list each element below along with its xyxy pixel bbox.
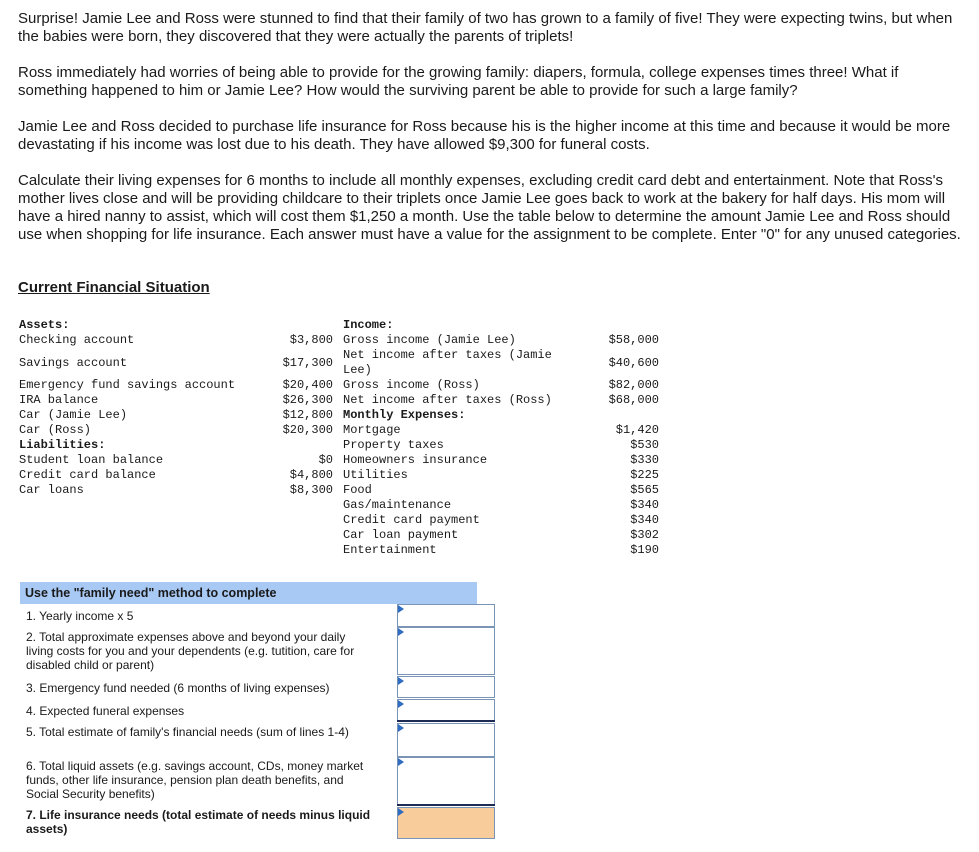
worksheet-header	[20, 582, 477, 604]
funeral-expenses-input[interactable]	[397, 699, 495, 721]
income-value: $82,000	[608, 378, 659, 392]
input-flag-icon	[398, 700, 404, 708]
asset-value: $20,300	[282, 423, 333, 437]
asset-value: $3,800	[289, 333, 333, 347]
expense-value: $565	[630, 483, 659, 497]
liabilities-heading: Liabilities:	[19, 438, 106, 452]
asset-label: IRA balance	[19, 393, 99, 407]
expense-value: $225	[630, 468, 659, 482]
income-heading: Income:	[343, 318, 394, 332]
total-needs-input[interactable]	[397, 723, 495, 757]
input-flag-icon	[398, 758, 404, 766]
worksheet-line-label: 4. Expected funeral expenses	[26, 704, 185, 718]
liquid-assets-input[interactable]	[397, 757, 495, 805]
yearly-income-x5-input[interactable]	[397, 604, 495, 627]
input-flag-icon	[398, 628, 404, 636]
life-insurance-needs-input[interactable]	[397, 807, 495, 839]
subtotal-divider	[397, 720, 495, 722]
monthly-expenses-heading: Monthly Expenses:	[343, 408, 466, 422]
expense-label: Credit card payment	[343, 513, 480, 527]
income-value: $40,600	[608, 356, 659, 370]
liability-value: $0	[318, 453, 333, 467]
input-flag-icon	[398, 677, 404, 685]
income-label: Net income after taxes (Ross)	[343, 393, 552, 407]
family-need-worksheet	[20, 582, 477, 840]
input-flag-icon	[398, 808, 404, 816]
expense-label: Property taxes	[343, 438, 444, 452]
worksheet-line-label: 3. Emergency fund needed (6 months of living expenses)	[26, 681, 330, 695]
assets-heading: Assets:	[19, 318, 70, 332]
expense-value: $190	[630, 543, 659, 557]
asset-label: Car (Ross)	[19, 423, 92, 437]
liability-label: Car loans	[19, 483, 84, 497]
worksheet-line-label: 7. Life insurance needs (total estimate of needs minus liquid assets)	[26, 808, 371, 836]
asset-label: Checking account	[19, 333, 135, 347]
worksheet-line-label: 1. Yearly income x 5	[26, 609, 134, 623]
income-value: $68,000	[608, 393, 659, 407]
section-title: Current Financial Situation	[18, 279, 210, 296]
expense-value: $340	[630, 513, 659, 527]
worksheet-line-label: 2. Total approximate expenses above and beyond your daily living costs for you and your dependents (e.g. tutition, care for disabled child or parent)	[26, 630, 355, 672]
expense-value: $330	[630, 453, 659, 467]
expense-label: Homeowners insurance	[343, 453, 488, 467]
intro-paragraph-3: Jamie Lee and Ross decided to purchase life insurance for Ross because his is the higher income at this time and because it would be more devastating if his income was lost due to his death. They have allowed $9,300 for funeral costs.	[18, 118, 951, 153]
expense-value: $302	[630, 528, 659, 542]
expense-label: Entertainment	[343, 543, 437, 557]
expense-label: Utilities	[343, 468, 408, 482]
worksheet-line-label: 6. Total liquid assets (e.g. savings account, CDs, money market funds, other life insurance, pension plan death benefits, and Social Security benefits)	[26, 759, 364, 801]
income-label-continued: Lee)	[343, 363, 372, 377]
income-label: Gross income (Ross)	[343, 378, 480, 392]
emergency-fund-input[interactable]	[397, 676, 495, 698]
asset-value: $26,300	[282, 393, 333, 407]
expense-value: $530	[630, 438, 659, 452]
liability-label: Student loan balance	[19, 453, 164, 467]
input-flag-icon	[398, 605, 404, 613]
income-label: Gross income (Jamie Lee)	[343, 333, 516, 347]
intro-paragraph-1: Surprise! Jamie Lee and Ross were stunned to find that their family of two has grown to a family of five! They were expecting twins, but when the babies were born, they discovered that they were actually the parents of triplets!	[18, 10, 953, 45]
expense-label: Mortgage	[343, 423, 401, 437]
asset-label: Car (Jamie Lee)	[19, 408, 128, 422]
liability-value: $4,800	[289, 468, 333, 482]
income-value: $58,000	[608, 333, 659, 347]
asset-value: $17,300	[282, 356, 333, 370]
input-flag-icon	[398, 724, 404, 732]
additional-expenses-input[interactable]	[397, 627, 495, 675]
expense-label: Food	[343, 483, 372, 497]
expense-value: $1,420	[615, 423, 659, 437]
total-divider	[397, 804, 495, 806]
asset-value: $12,800	[282, 408, 333, 422]
worksheet-line-label: 5. Total estimate of family's financial needs (sum of lines 1-4)	[26, 725, 349, 739]
worksheet-header-label: Use the "family need" method to complete	[25, 586, 277, 600]
intro-paragraph-2: Ross immediately had worries of being able to provide for the growing family: diapers, formula, college expenses times three! What if something happened to him or Jamie Lee? How would the surviving parent be able to provide for such a large family?	[18, 64, 899, 99]
expense-label: Gas/maintenance	[343, 498, 452, 512]
liability-value: $8,300	[289, 483, 333, 497]
liability-label: Credit card balance	[19, 468, 156, 482]
income-label: Net income after taxes (Jamie	[343, 348, 552, 362]
asset-value: $20,400	[282, 378, 333, 392]
expense-label: Car loan payment	[343, 528, 459, 542]
expense-value: $340	[630, 498, 659, 512]
asset-label: Savings account	[19, 356, 128, 370]
asset-label: Emergency fund savings account	[19, 378, 236, 392]
intro-paragraph-4: Calculate their living expenses for 6 months to include all monthly expenses, excluding credit card debt and entertainment. Note that Ross's mother lives close and will be providing childcare to their triplets once Jamie Lee goes back to work at the bakery for half days. His mom will have a hired nanny to assist, which will cost them $1,250 a month. Use the table below to determine the amount Jamie Lee and Ross should use when shopping for life insurance. Each answer must have a value for the assignment to be complete. Enter "0" for any unused categories.	[18, 172, 961, 243]
